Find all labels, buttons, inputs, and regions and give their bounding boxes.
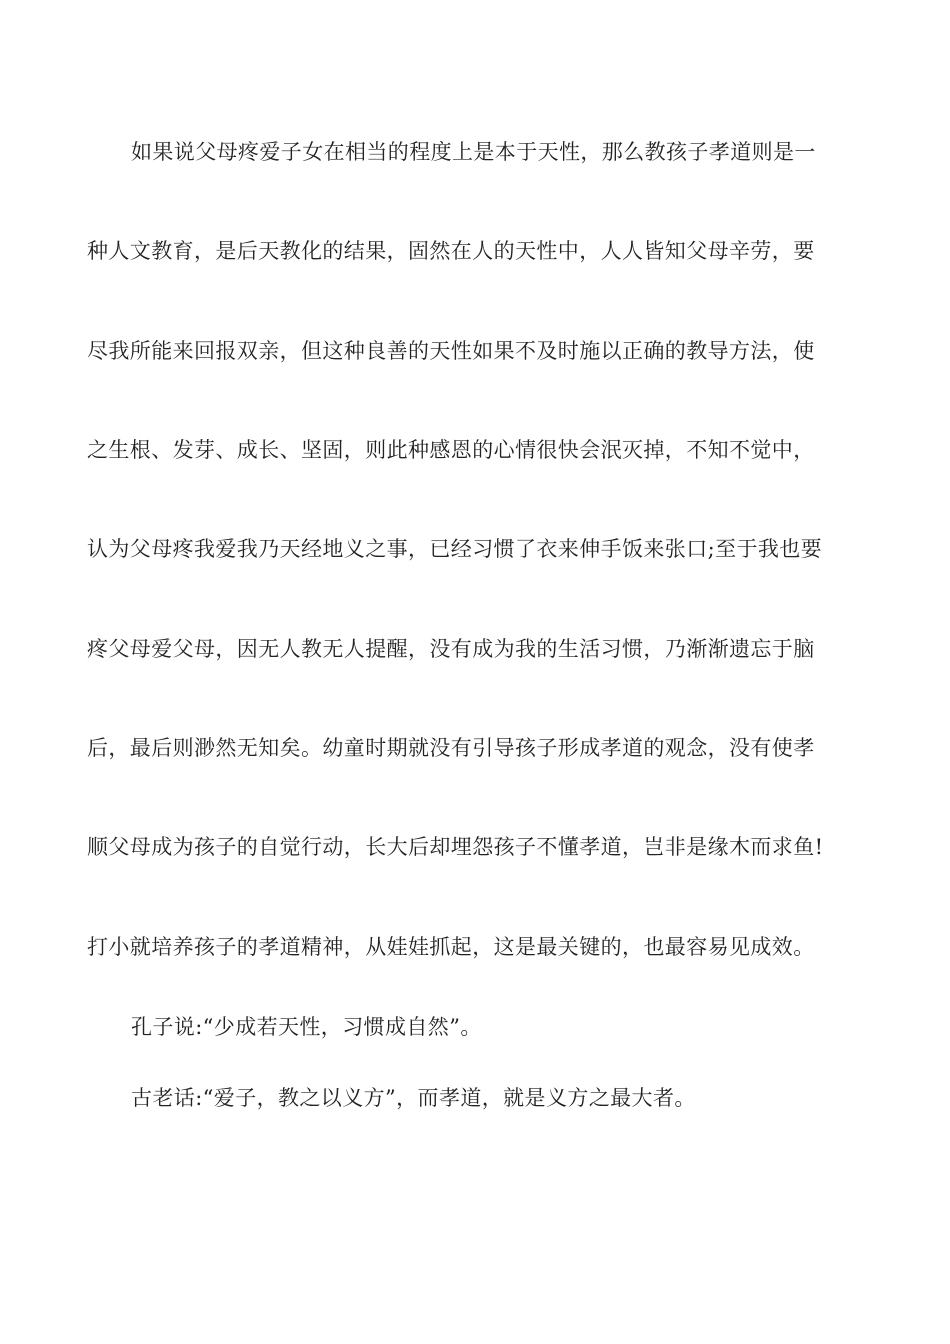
paragraph-1-line-7: 后，最后则渺然无知矣。幼童时期就没有引导孩子形成孝道的观念，没有使孝 (87, 736, 815, 760)
paragraph-1-line-2: 种人文教育，是后天教化的结果，固然在人的天性中，人人皆知父母辛劳，要 (87, 239, 815, 263)
paragraph-2: 孔子说:“少成若天性，习惯成自然”。 (131, 1015, 482, 1039)
paragraph-1-line-3: 尽我所能来回报双亲，但这种良善的天性如果不及时施以正确的教导方法，使 (87, 339, 815, 363)
paragraph-1-line-5: 认为父母疼我爱我乃天经地义之事，已经习惯了衣来伸手饭来张口;至于我也要 (87, 537, 823, 561)
paragraph-1-line-1: 如果说父母疼爱子女在相当的程度上是本于天性，那么教孩子孝道则是一 (131, 140, 816, 164)
paragraph-1-line-8: 顺父母成为孩子的自觉行动，长大后却埋怨孩子不懂孝道，岂非是缘木而求鱼! (87, 835, 824, 859)
paragraph-1-line-4: 之生根、发芽、成长、坚固，则此种感恩的心情很快会泯灭掉，不知不觉中， (87, 438, 815, 462)
paragraph-3: 古老话:“爱子，教之以义方”，而孝道，就是义方之最大者。 (131, 1086, 696, 1110)
paragraph-1-line-9: 打小就培养孩子的孝道精神，从娃娃抓起，这是最关键的，也最容易见成效。 (87, 935, 815, 959)
paragraph-1-line-6: 疼父母爱父母，因无人教无人提醒，没有成为我的生活习惯，乃渐渐遗忘于脑 (87, 637, 815, 661)
